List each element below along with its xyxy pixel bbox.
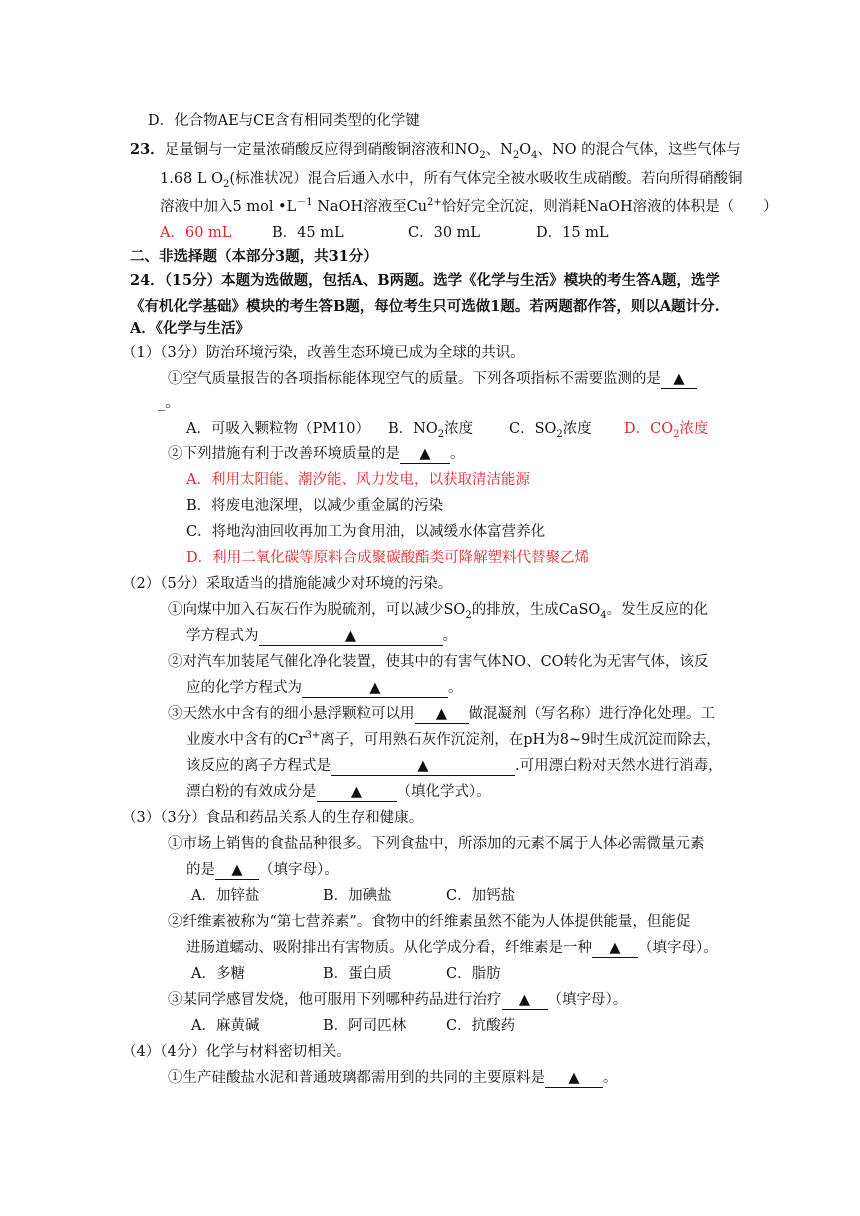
answer-blank[interactable]: ▲	[415, 705, 469, 724]
q24-part2-3-line4: 漂白粉的有效成分是 ▲ （填化学式）。	[186, 784, 491, 800]
q23-line1: 23．足量铜与一定量浓硝酸反应得到硝酸铜溶液和$NO_2$、$N_2O_4$、NO 的混合气体，这些气体与	[130, 141, 741, 161]
q24-part1-2: ②下列措施有利于改善环境质量的是 ▲ 。	[168, 446, 465, 462]
answer-blank[interactable]: ▲	[592, 939, 638, 958]
q24-part2: （2）（5分）采取适当的措施能减少对环境的污染。	[122, 576, 453, 592]
q24-part1-1: ①空气质量报告的各项指标能体现空气的质量。下列各项指标不需要监测的是 ▲	[168, 368, 697, 390]
answer-blank[interactable]: ▲	[661, 370, 697, 389]
q23-option-d: D．15 mL	[536, 225, 609, 241]
q24-part1-1-options: A．可吸入颗粒物（PM10） B．$NO_2$浓度 C．$SO_2$浓度 D．$CO_2$浓度	[186, 421, 709, 440]
q24-part2-1-cont: 学方程式为 ▲ 。	[186, 628, 457, 644]
q24-part3-3: ③某同学感冒发烧，他可服用下列哪种药品进行治疗 ▲ （填字母）。	[168, 992, 628, 1008]
q24-part1-2-option-a: A．利用太阳能、潮汐能、风力发电，以获取清洁能源	[186, 472, 530, 488]
q23-line3: 溶液中加入5 mol $•L^{-1}$ NaOH溶液至$Cu^{2+}$恰好完全沉淀，则消耗NaOH溶液的体积是（ ）	[160, 197, 778, 215]
q24-header-line2: 《有机化学基础》模块的考生答B题，每位考生只可选做1题。若两题都作答，则以A题计分.	[130, 298, 720, 315]
q23-option-b: B．45 mL	[272, 225, 344, 241]
q24-part1-1-end: _。	[158, 395, 180, 411]
q24-part3-1-options: A．加锌盐 B．加碘盐 C．加钙盐	[191, 888, 516, 904]
q24-part3-1-cont: 的是 ▲ （填字母）。	[186, 862, 339, 878]
q24-part3: （3）（3分）食品和药品关系人的生存和健康。	[122, 810, 424, 826]
answer-blank[interactable]: ▲	[545, 1069, 603, 1088]
q24-part4: （4）（4分）化学与材料密切相关。	[122, 1044, 351, 1060]
answer-blank[interactable]: ▲	[502, 991, 548, 1010]
q23-option-a: A．60 mL	[160, 225, 232, 241]
q24-part1-2-option-b: B．将废电池深埋，以减少重金属的污染	[186, 498, 444, 514]
q24-part2-3: ③天然水中含有的细小悬浮颗粒可以用 ▲ 做混凝剂（写名称）进行净化处理。工	[168, 706, 715, 722]
answer-blank[interactable]: ▲	[331, 757, 515, 776]
q24-part3-2-options: A．多糖 B．蛋白质 C．脂肪	[191, 966, 501, 982]
q24-part1: （1）（3分）防治环境污染，改善生态环境已成为全球的共识。	[122, 345, 525, 361]
q24-part2-3-line3: 该反应的离子方程式是 ▲ .可用漂白粉对天然水进行消毒，	[186, 758, 723, 774]
q24-part1-2-option-d: D．利用二氧化碳等原料合成聚碳酸酯类可降解塑料代替聚乙烯	[186, 550, 590, 566]
q22-option-d: D．化合物AE与CE含有相同类型的化学键	[148, 113, 420, 129]
q24-header-line1: 24．（15分）本题为选做题，包括A、B两题。选学《化学与生活》模块的考生答A题，选学	[130, 272, 720, 289]
answer-blank[interactable]: ▲	[215, 861, 259, 880]
section-heading: 二、非选择题（本部分3题，共31分）	[130, 248, 378, 265]
q24-part1-2-option-c: C．将地沟油回收再加工为食用油，以减缓水体富营养化	[186, 524, 546, 540]
q24-part3-1: ①市场上销售的食盐品种很多。下列食盐中，所添加的元素不属于人体必需微量元素	[168, 836, 705, 852]
answer-blank[interactable]: ▲	[302, 679, 448, 698]
q23-line2: 1.68 L $O_2$(标准状况）混合后通入水中，所有气体完全被水吸收生成硝酸。若向所得硝酸铜	[160, 171, 743, 190]
q24-part2-1: ①向煤中加入石灰石作为脱硫剂，可以减少$SO_2$的排放，生成CaSO$_4$。发生反应的化	[168, 602, 709, 621]
q23-options	[160, 222, 609, 244]
answer-blank[interactable]: ▲	[259, 627, 443, 646]
q23-option-c: C．30 mL	[408, 225, 481, 241]
q24-part4-1: ①生产硅酸盐水泥和普通玻璃都需用到的共同的主要原料是 ▲ 。	[168, 1070, 618, 1086]
answer-blank[interactable]: ▲	[317, 783, 397, 802]
q24-part3-3-options: A．麻黄碱 B．阿司匹林 C．抗酸药	[191, 1018, 516, 1034]
q24-part2-2: ②对汽车加装尾气催化净化装置，使其中的有害气体NO、CO转化为无害气体，该反	[168, 654, 709, 670]
q24-a-title: A．《化学与生活》	[130, 320, 250, 337]
q24-part3-2-cont: 进肠道蠕动、吸附排出有害物质。从化学成分看，纤维素是一种 ▲ （填字母）。	[186, 940, 718, 956]
q24-part2-3-line2: 业废水中含有的$Cr^{3+}$离子，可用熟石灰作沉淀剂，在pH为8~9时生成沉淀而除去，	[186, 730, 721, 748]
q24-part3-2: ②纤维素被称为“第七营养素”。食物中的纤维素虽然不能为人体提供能量，但能促	[168, 914, 691, 930]
answer-blank[interactable]: ▲	[400, 445, 450, 464]
q24-part2-2-cont: 应的化学方程式为 ▲ 。	[186, 680, 463, 696]
